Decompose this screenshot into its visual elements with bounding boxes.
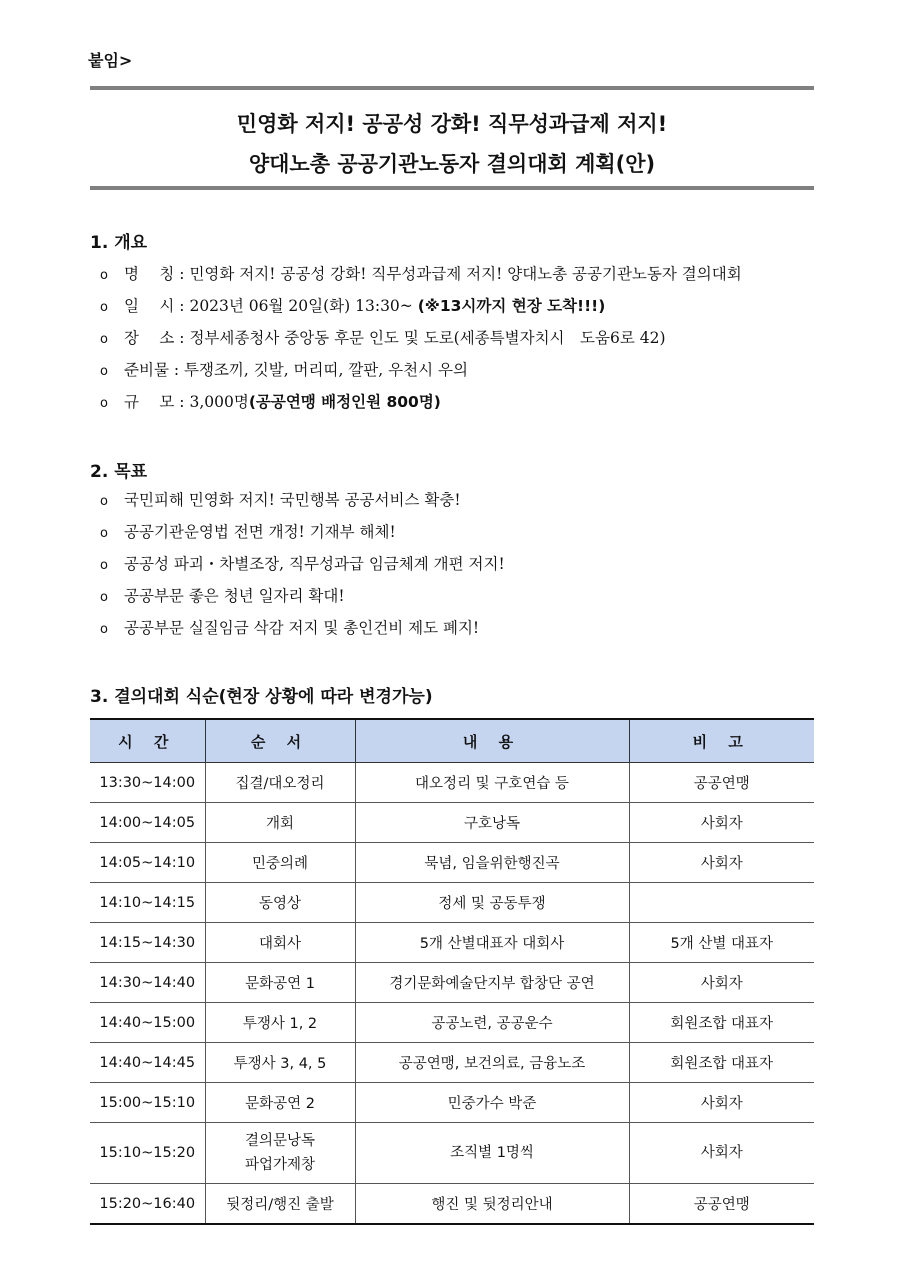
attachment-label: 붙임>: [88, 51, 133, 70]
bullet-icon: o: [100, 494, 108, 509]
bullet-icon: o: [100, 526, 108, 541]
table-cell: 14:30~14:40: [90, 963, 205, 1003]
table-row: [90, 1184, 814, 1225]
table-cell: 15:00~15:10: [90, 1083, 205, 1123]
table-row: [90, 843, 814, 883]
goals-list: [100, 484, 505, 644]
item-text: 2023년 06월 20일(화) 13:30~: [184, 297, 418, 315]
table-cell: 개회: [205, 803, 355, 843]
table-cell: 15:10~15:20: [90, 1123, 205, 1184]
item-emphasis: (※13시까지 현장 도착!!!): [417, 297, 606, 315]
table-cell: 사회자: [629, 843, 814, 883]
table-cell: 사회자: [629, 963, 814, 1003]
table-row: [90, 883, 814, 923]
list-item: [100, 612, 505, 644]
table-row: [90, 1003, 814, 1043]
item-text: 공공성 파괴・차별조장, 직무성과급 임금체계 개편 저지!: [124, 555, 505, 573]
table-row: [90, 763, 814, 803]
table-cell: 사회자: [629, 803, 814, 843]
table-cell: 결의문낭독 파업가제창: [205, 1123, 355, 1184]
bullet-icon: o: [100, 622, 108, 637]
item-emphasis: (공공연맹 배정인원 800명): [248, 393, 441, 411]
table-cell: 14:40~14:45: [90, 1043, 205, 1083]
table-cell: 공공노련, 공공운수: [355, 1003, 629, 1043]
item-label: 장 소 :: [124, 329, 185, 347]
title-bottom-rule: [90, 186, 814, 190]
column-header: 비 고: [629, 719, 814, 763]
item-label: 명 칭 :: [124, 265, 185, 283]
item-text: 공공기관운영법 전면 개정! 기재부 해체!: [124, 523, 396, 541]
item-text: 국민피해 민영화 저지! 국민행복 공공서비스 확충!: [124, 491, 461, 509]
table-cell: 회원조합 대표자: [629, 1003, 814, 1043]
table-row: [90, 963, 814, 1003]
table-row: [90, 1123, 814, 1184]
list-item: [100, 386, 742, 418]
table-cell: 대회사: [205, 923, 355, 963]
overview-list: [100, 258, 742, 418]
list-item: [100, 516, 505, 548]
bullet-icon: o: [100, 300, 108, 315]
list-item: [100, 258, 742, 290]
list-item: [100, 580, 505, 612]
table-cell: 문화공연 1: [205, 963, 355, 1003]
table-cell: 경기문화예술단지부 합창단 공연: [355, 963, 629, 1003]
table-row: [90, 1083, 814, 1123]
bullet-icon: o: [100, 268, 108, 283]
table-cell: 조직별 1명씩: [355, 1123, 629, 1184]
list-item: [100, 548, 505, 580]
list-item: [100, 354, 742, 386]
item-text: 정부세종청사 중앙동 후문 인도 및 도로(세종특별자치시 도움6로 42): [184, 329, 666, 347]
table-cell: 14:10~14:15: [90, 883, 205, 923]
table-cell: 5개 산별대표자 대회사: [355, 923, 629, 963]
item-text: 공공부문 실질임금 삭감 저지 및 총인건비 제도 폐지!: [124, 619, 480, 637]
bullet-icon: o: [100, 396, 108, 411]
table-cell: 뒷정리/행진 출발: [205, 1184, 355, 1225]
table-cell: 묵념, 임을위한행진곡: [355, 843, 629, 883]
table-cell: 14:40~15:00: [90, 1003, 205, 1043]
table-cell: 투쟁사 1, 2: [205, 1003, 355, 1043]
list-item: [100, 322, 742, 354]
table-row: [90, 923, 814, 963]
table-cell: 구호낭독: [355, 803, 629, 843]
column-header: 순 서: [205, 719, 355, 763]
item-text: 투쟁조끼, 깃발, 머리띠, 깔판, 우천시 우의: [179, 361, 468, 379]
table-cell: 투쟁사 3, 4, 5: [205, 1043, 355, 1083]
item-text: 공공부문 좋은 청년 일자리 확대!: [124, 587, 345, 605]
list-item: [100, 290, 742, 322]
table-cell: 공공연맹: [629, 763, 814, 803]
bullet-icon: o: [100, 364, 108, 379]
table-cell: 정세 및 공동투쟁: [355, 883, 629, 923]
table-cell: 13:30~14:00: [90, 763, 205, 803]
table-cell: 5개 산별 대표자: [629, 923, 814, 963]
table-body: [90, 763, 814, 1225]
bullet-icon: o: [100, 332, 108, 347]
program-table: [90, 718, 814, 1225]
overview-heading: 1. 개요: [90, 233, 148, 253]
table-cell: 집결/대오정리: [205, 763, 355, 803]
table-cell: 문화공연 2: [205, 1083, 355, 1123]
item-label: 규 모 :: [124, 393, 185, 411]
item-text: 3,000명: [184, 393, 249, 411]
title-line-1: 민영화 저지! 공공성 강화! 직무성과급제 저지!: [236, 112, 668, 136]
table-cell: 14:15~14:30: [90, 923, 205, 963]
table-row: [90, 1043, 814, 1083]
table-cell: [629, 883, 814, 923]
item-label: 준비물 :: [124, 361, 180, 379]
title-line-2: 양대노총 공공기관노동자 결의대회 계획(안): [248, 152, 656, 176]
table-cell: 회원조합 대표자: [629, 1043, 814, 1083]
table-header-row: [90, 719, 814, 763]
item-text: 민영화 저지! 공공성 강화! 직무성과급제 저지! 양대노총 공공기관노동자 결의대회: [184, 265, 742, 283]
table-cell: 공공연맹: [629, 1184, 814, 1225]
column-header: 내 용: [355, 719, 629, 763]
table-cell: 공공연맹, 보건의료, 금융노조: [355, 1043, 629, 1083]
list-item: [100, 484, 505, 516]
table-cell: 대오정리 및 구호연습 등: [355, 763, 629, 803]
item-label: 일 시 :: [124, 297, 185, 315]
table-cell: 사회자: [629, 1123, 814, 1184]
table-cell: 행진 및 뒷정리안내: [355, 1184, 629, 1225]
bullet-icon: o: [100, 590, 108, 605]
title-top-rule: [90, 86, 814, 90]
table-row: [90, 803, 814, 843]
table-cell: 14:05~14:10: [90, 843, 205, 883]
table-cell: 15:20~16:40: [90, 1184, 205, 1225]
table-cell: 민중가수 박준: [355, 1083, 629, 1123]
table-cell: 사회자: [629, 1083, 814, 1123]
table-cell: 동영상: [205, 883, 355, 923]
table-cell: 14:00~14:05: [90, 803, 205, 843]
table-cell: 민중의례: [205, 843, 355, 883]
goals-heading: 2. 목표: [90, 462, 148, 482]
column-header: 시 간: [90, 719, 205, 763]
bullet-icon: o: [100, 558, 108, 573]
program-heading: 3. 결의대회 식순(현장 상황에 따라 변경가능): [90, 687, 433, 707]
